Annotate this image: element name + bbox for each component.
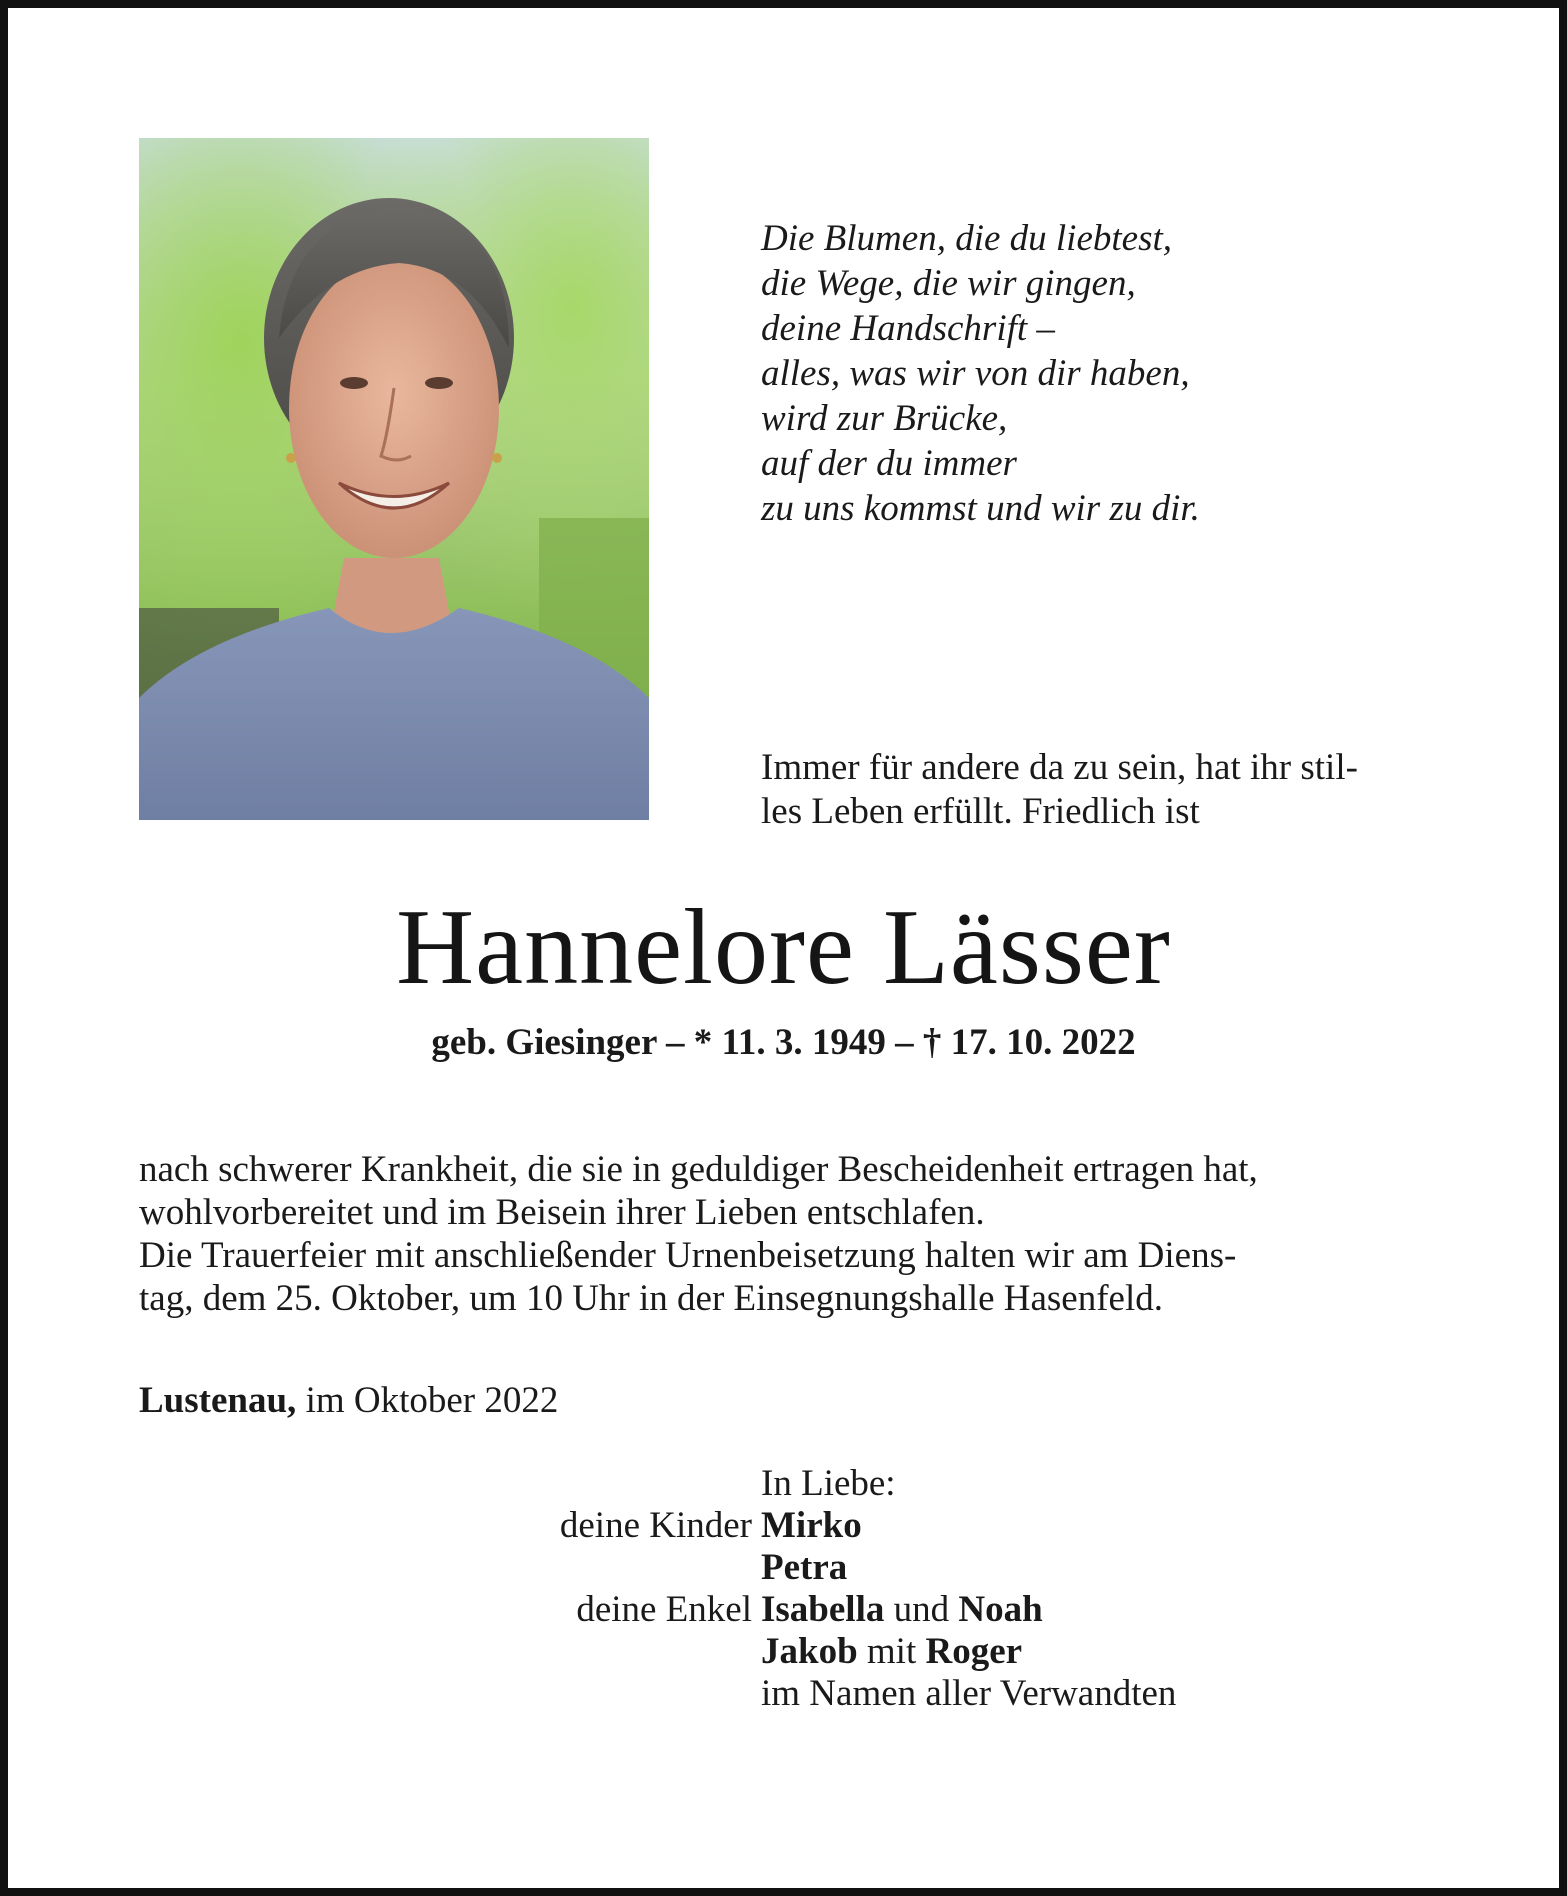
signature-row	[8, 1673, 1567, 1715]
poem-line: deine Handschrift –	[761, 308, 1055, 349]
signature-row	[8, 1505, 1567, 1547]
children-label: deine Kinder	[559, 1505, 752, 1546]
place-date-text: im Oktober 2022	[296, 1380, 559, 1421]
signature-row	[8, 1631, 1567, 1673]
intro-line: les Leben erfüllt. Friedlich ist	[761, 791, 1200, 832]
portrait-photo	[139, 138, 649, 820]
poem	[761, 216, 1200, 531]
poem-line: zu uns kommst und wir zu dir.	[761, 488, 1200, 529]
body-line: Die Trauerfeier mit anschließender Urnenbeisetzung halten wir am Diens-	[139, 1235, 1237, 1276]
deceased-name: Hannelore Lässer	[396, 888, 1171, 1007]
partner-name: Roger	[925, 1631, 1023, 1672]
portrait-image	[139, 138, 649, 820]
intro-text	[761, 746, 1358, 834]
poem-line: auf der du immer	[761, 443, 1017, 484]
grandchild-name: Jakob	[761, 1631, 858, 1672]
place-date	[139, 1379, 558, 1423]
signature-closing: im Namen aller Verwandten	[761, 1673, 1177, 1714]
announcement-body	[139, 1148, 1449, 1320]
body-line: nach schwerer Krankheit, die sie in geduldiger Bescheidenheit ertragen hat,	[139, 1149, 1258, 1190]
intro-line: Immer für andere da zu sein, hat ihr stil-	[761, 747, 1358, 788]
grandchild-name: Isabella	[761, 1589, 885, 1630]
poem-line: die Wege, die wir gingen,	[761, 263, 1136, 304]
poem-line: Die Blumen, die du liebtest,	[761, 218, 1173, 259]
conjunction: und	[884, 1589, 959, 1630]
conjunction: mit	[857, 1631, 926, 1672]
signature-row	[8, 1589, 1567, 1631]
signature-block	[8, 1463, 1567, 1715]
place-city: Lustenau,	[139, 1380, 297, 1421]
poem-line: wird zur Brücke,	[761, 398, 1008, 439]
body-line: wohlvorbereitet und im Beisein ihrer Lieben entschlafen.	[139, 1192, 985, 1233]
child-name: Mirko	[761, 1505, 862, 1546]
signature-row	[8, 1463, 1567, 1505]
body-line: tag, dem 25. Oktober, um 10 Uhr in der Einsegnungshalle Hasenfeld.	[139, 1278, 1164, 1319]
grandchild-name: Noah	[958, 1589, 1043, 1630]
signature-heading: In Liebe:	[761, 1463, 896, 1504]
child-name: Petra	[761, 1547, 848, 1588]
poem-line: alles, was wir von dir haben,	[761, 353, 1190, 394]
deceased-dates: geb. Giesinger – * 11. 3. 1949 – † 17. 10. 2022	[431, 1022, 1136, 1063]
grandchildren-label: deine Enkel	[576, 1589, 752, 1630]
signature-row	[8, 1547, 1567, 1589]
